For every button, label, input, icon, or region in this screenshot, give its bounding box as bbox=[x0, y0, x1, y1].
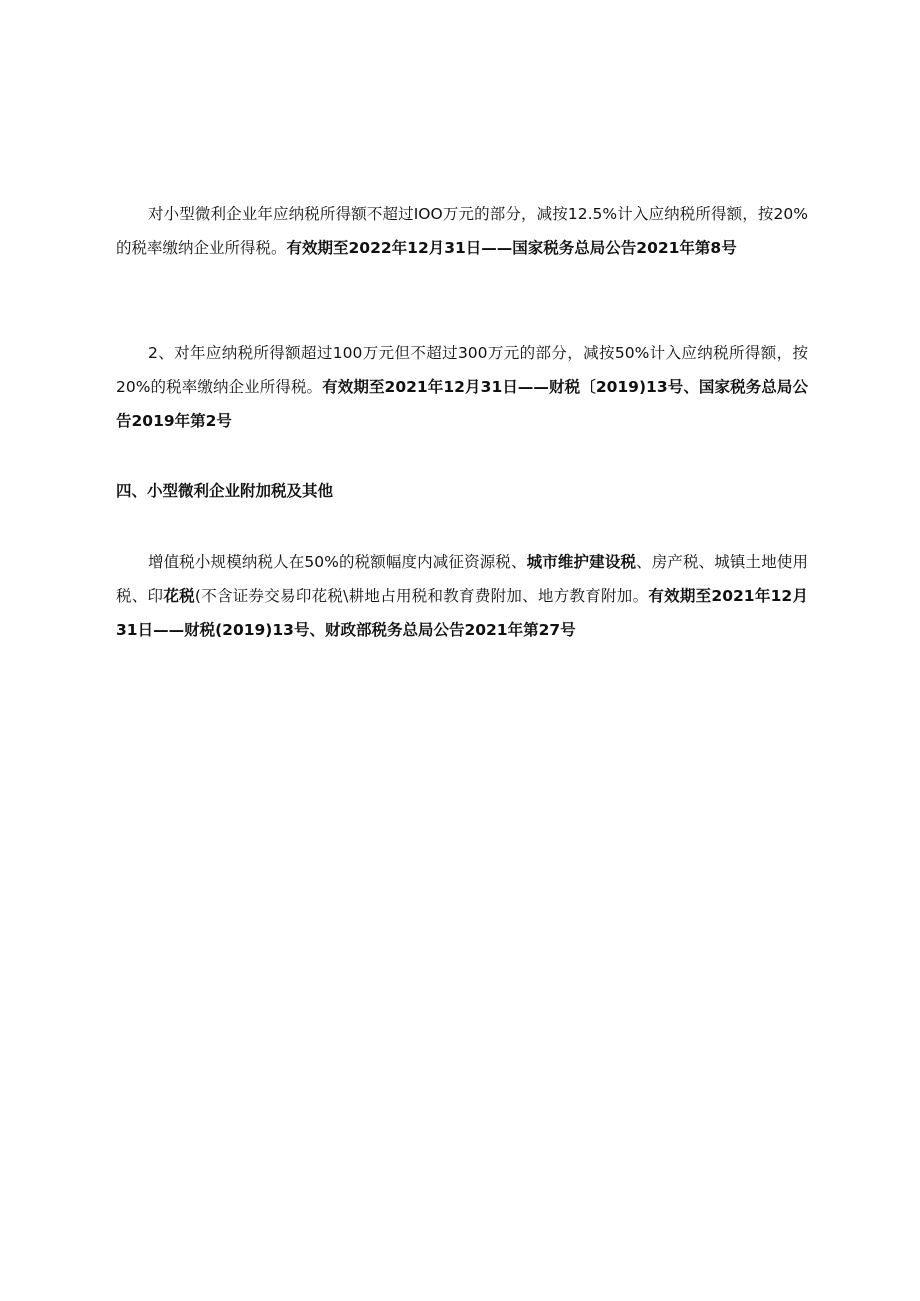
validity-note: 有效期至2021年12月31日——财税(2019)13号、财政部税务总局公告2021年第27号 bbox=[116, 587, 808, 639]
validity-note: 有效期至2022年12月31日——国家税务总局公告2021年第8号 bbox=[286, 239, 737, 257]
bold-term-urban-maintenance-tax: 城市维护建设税 bbox=[526, 553, 637, 571]
paragraph-surcharge-taxes bbox=[116, 545, 808, 647]
paragraph-text: 、房产税、城镇土地使用税、印 bbox=[116, 553, 808, 605]
bold-term-stamp-tax: 花税 bbox=[163, 587, 195, 605]
paragraph-small-profit-tax-rate-1 bbox=[116, 197, 808, 265]
paragraph-small-profit-tax-rate-2 bbox=[116, 336, 808, 438]
section-heading: 四、小型微利企业附加税及其他 bbox=[116, 482, 334, 500]
validity-note: 有效期至2021年12月31日——财税〔2019)13号、国家税务总局公告2019年第2号 bbox=[116, 378, 809, 430]
paragraph-text: (不含证券交易印花税\耕地占用税和教育费附加、地方教育附加。 bbox=[194, 587, 649, 605]
paragraph-text: 2、对年应纳税所得额超过100万元但不超过300万元的部分，减按50%计入应纳税所得额，按20%的税率缴纳企业所得税。 bbox=[116, 344, 808, 396]
paragraph-text: 对小型微利企业年应纳税所得额不超过IOO万元的部分，减按12.5%计入应纳税所得额，按20%的税率缴纳企业所得税。 bbox=[116, 205, 808, 257]
paragraph-text: 增值税小规模纳税人在50%的税额幅度内减征资源税、 bbox=[148, 553, 527, 571]
